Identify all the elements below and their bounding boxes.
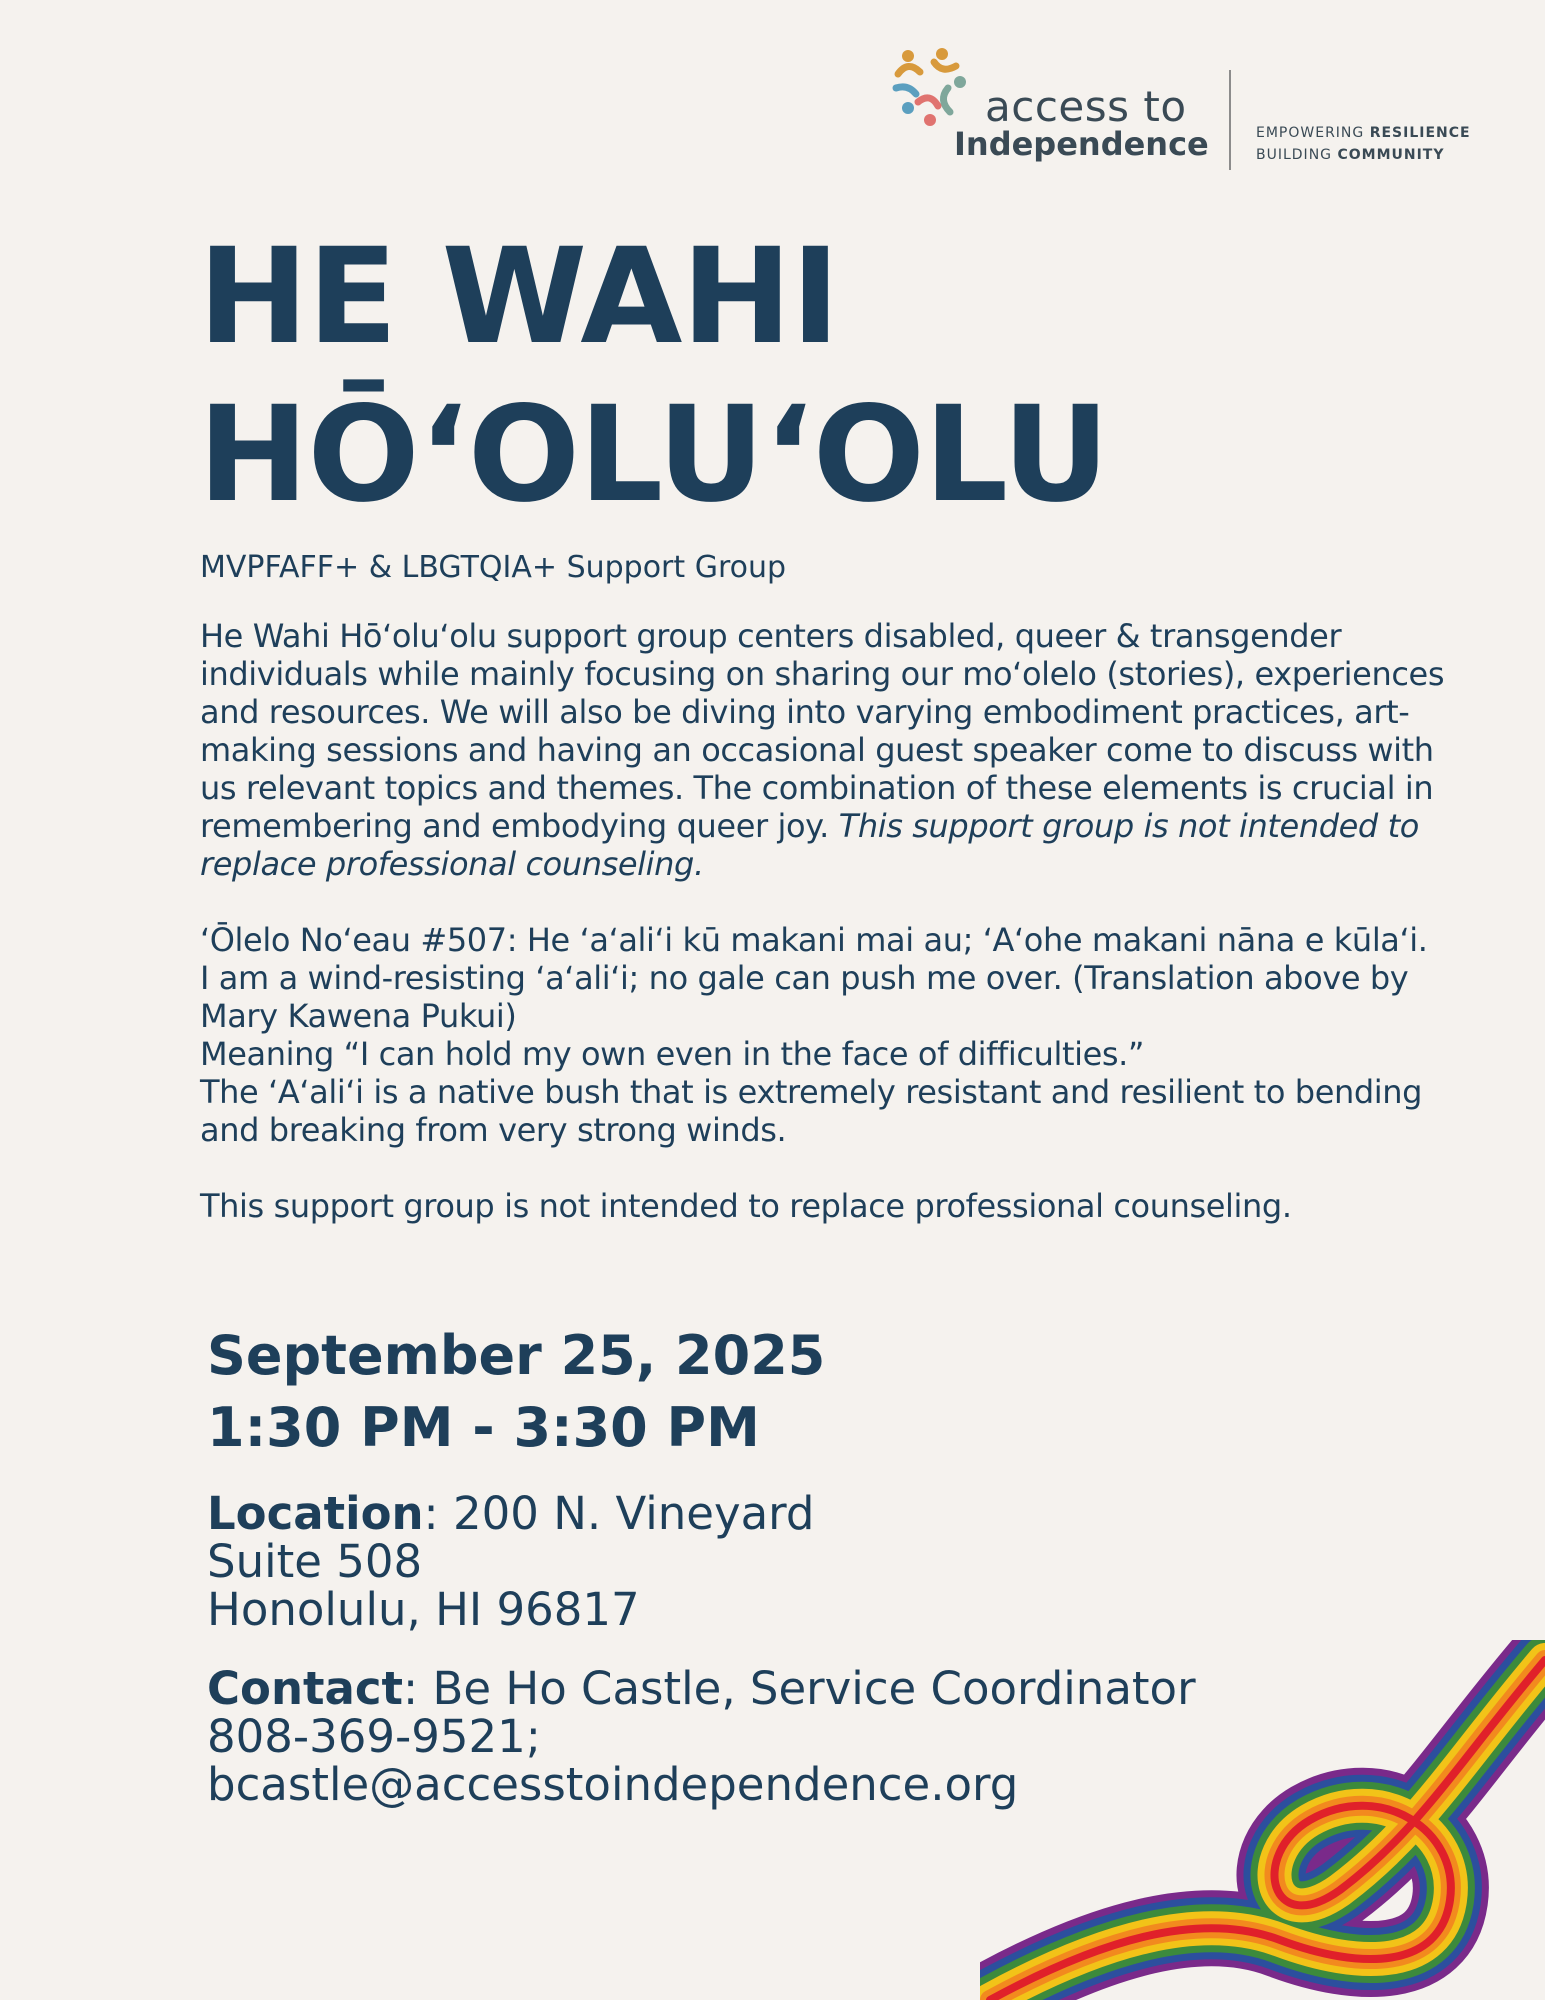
page-subtitle: MVPFAFF+ & LBGTQIA+ Support Group bbox=[200, 550, 787, 585]
event-date: September 25, 2025 bbox=[207, 1324, 826, 1387]
event-datetime bbox=[207, 1320, 825, 1464]
location-line1: : 200 N. Vineyard bbox=[423, 1487, 815, 1540]
title-line2: HŌʻOLUʻOLU bbox=[198, 378, 1109, 532]
olelo-line4: The ʻAʻaliʻi is a native bush that is extremely resistant and resilient to bending and breaking from very strong winds. bbox=[200, 1073, 1423, 1149]
olelo-line3: Meaning “I can hold my own even in the face of difficulties.” bbox=[200, 1035, 1145, 1073]
contact-line1: : Be Ho Castle, Service Coordinator bbox=[403, 1662, 1196, 1715]
title-line1: HE WAHI bbox=[198, 220, 840, 374]
description-body bbox=[200, 617, 1450, 1225]
event-time: 1:30 PM - 3:30 PM bbox=[207, 1396, 760, 1459]
organization-logo bbox=[890, 44, 1490, 174]
people-circle-logo-icon bbox=[890, 44, 975, 129]
logo-divider bbox=[1229, 70, 1231, 170]
logo-tagline: EMPOWERING RESILIENCE BUILDING COMMUNITY bbox=[1256, 125, 1471, 163]
logo-name-line2: Independence bbox=[954, 125, 1209, 163]
contact-email: bcastle@accesstoindependence.org bbox=[207, 1758, 1019, 1811]
location-label: Location bbox=[207, 1487, 424, 1540]
location-block bbox=[207, 1487, 815, 1636]
description-paragraph: He Wahi Hōʻoluʻolu support group centers disabled, queer & transgender individuals while mainly focusing on sharing our moʻolelo (stories), experiences and resources. We will also be diving into varying embodiment practices, art-making sessions and having an occasional guest speaker come to discuss with us relevant topics and themes. The combination of these elements is crucial in remembering and embodying queer joy. This support group is not intended to replace professional counseling. bbox=[200, 617, 1445, 883]
olelo-line2: I am a wind-resisting ʻaʻaliʻi; no gale can push me over. (Translation above by Mary Kawena Pukui) bbox=[200, 959, 1409, 1035]
location-line2: Suite 508 bbox=[207, 1535, 423, 1588]
logo-name-line1: access to bbox=[985, 82, 1187, 131]
disclaimer: This support group is not intended to replace professional counseling. bbox=[200, 1187, 1292, 1225]
description-italic-note: This support group is not intended to replace professional counseling. bbox=[200, 807, 1419, 883]
location-line3: Honolulu, HI 96817 bbox=[207, 1583, 640, 1636]
contact-phone: 808-369-9521; bbox=[207, 1710, 541, 1763]
olelo-line1: ʻŌlelo Noʻeau #507: He ʻaʻaliʻi kū makani mai au; ʻAʻohe makani nāna e kūlaʻi. bbox=[200, 921, 1428, 959]
page-title bbox=[198, 218, 1109, 534]
rainbow-ribbon-decoration bbox=[980, 1640, 1545, 2000]
contact-label: Contact bbox=[207, 1662, 404, 1715]
